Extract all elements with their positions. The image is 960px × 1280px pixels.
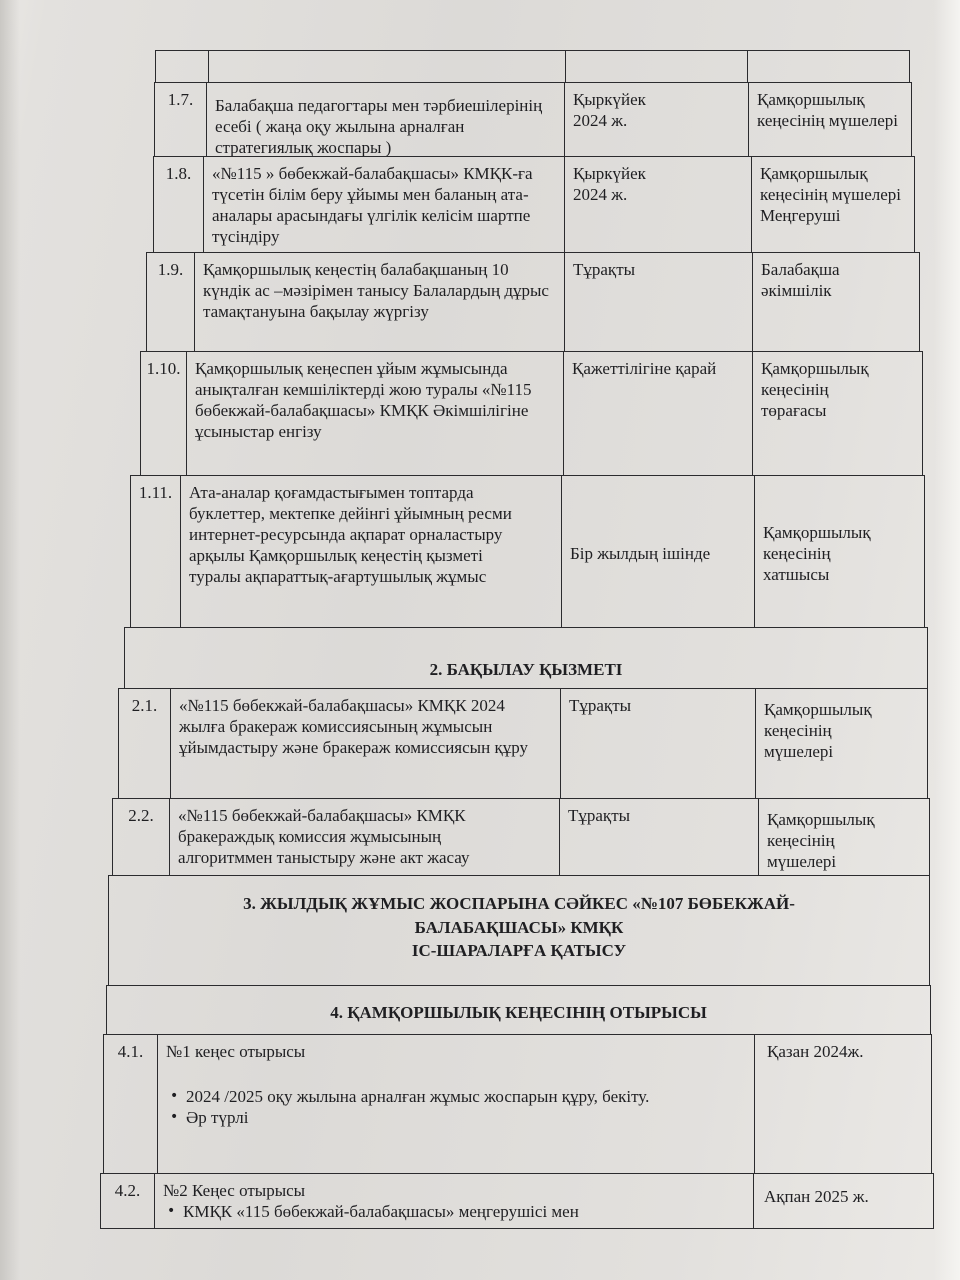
table-row-1-10 [140, 351, 923, 476]
responsible-text: Қамқоршылық кеңесінің мүшелері [757, 90, 899, 130]
meeting-date: Қазан 2024ж. [767, 1042, 864, 1061]
section-title-line-2: БАЛАБАҚШАСЫ» КМҚК [414, 918, 624, 937]
section-title: 2. БАҚЫЛАУ ҚЫЗМЕТІ [429, 660, 623, 679]
responsible-text: Қамқоршылық кеңесінің төрағасы [761, 359, 869, 420]
row-number: 1.11. [131, 476, 181, 627]
section-title-line-1: 3. ЖЫЛДЫҚ ЖҰМЫС ЖОСПАРЫНА СӘЙКЕС «№107 БӨБЕКЖАЙ- [243, 894, 795, 913]
responsible-text: Қамқоршылық кеңесінің мүшелері [767, 810, 875, 871]
responsible-text: Балабақша әкімшілік [761, 260, 840, 300]
responsible-text: Қамқоршылық кеңесінің мүшелері [764, 700, 872, 761]
table-row-1-11 [130, 475, 925, 628]
deadline-text: Тұрақты [560, 799, 759, 875]
agenda-list [166, 1086, 704, 1128]
agenda-item: • КМҚК «115 бөбекжай-балабақшасы» меңгерушісі мен [163, 1201, 747, 1222]
deadline-text: Тұрақты [561, 689, 756, 798]
row-number: 4.1. [104, 1035, 158, 1173]
meeting-title: №1 кеңес отырысы [166, 1042, 306, 1061]
table-row-2-2 [112, 798, 930, 876]
row-number: 1.9. [147, 253, 195, 351]
row-number: 1.7. [155, 83, 207, 156]
row-number: 2.1. [119, 689, 171, 798]
activity-text: Қамқоршылық кеңестің балабақшаның 10 күндік ас –мәзірімен танысу Балалардың дұрыс тамақтануына бақылау жүргізу [195, 253, 565, 351]
section-title: 4. ҚАМҚОРШЫЛЫҚ КЕҢЕСІНІҢ ОТЫРЫСЫ [330, 1003, 707, 1022]
meeting-content [158, 1035, 755, 1173]
row-number: 1.8. [154, 157, 204, 252]
deadline-text [562, 476, 755, 627]
agenda-item: • 2024 /2025 оқу жылына арналған жұмыс жоспарын құру, бекіту. [166, 1086, 674, 1107]
section-header-4 [106, 985, 931, 1035]
meeting-date: Ақпан 2025 ж. [764, 1187, 869, 1206]
deadline-text: Қыркүйек 2024 ж. [565, 157, 752, 252]
table-row-1-7 [154, 82, 912, 157]
meeting-title: №2 Кеңес отырысы [163, 1181, 306, 1200]
table-row-empty-top [155, 50, 910, 83]
activity-text: «№115 бөбекжай-балабақшасы» КМҚК 2024 жылға бракераж комиссиясының жұмысын ұйымдастыру және бракераж комиссиясын құру [171, 689, 561, 798]
activity-text: «№115 » бөбекжай-балабақшасы» КМҚК-ға түсетін білім беру ұйымы мен баланың ата-аналары арасындағы үлгілік келісім шартпе түсіндіру [204, 157, 565, 252]
table-row-1-9 [146, 252, 920, 352]
activity-text: «№115 бөбекжай-балабақшасы» КМҚК бракераждық комиссия жұмысының алгоритммен таныстыру және акт жасау [170, 799, 560, 875]
deadline-label: Бір жылдың ішінде [570, 544, 711, 563]
row-number: 4.2. [101, 1174, 155, 1228]
table-row-4-2 [100, 1173, 934, 1229]
section-header-3 [108, 875, 930, 986]
agenda-item: • Әр түрлі [166, 1107, 674, 1128]
responsible-text: Қамқоршылық кеңесінің мүшелері Меңгеруші [760, 164, 902, 225]
deadline-text: Қажеттілігіне қарай [564, 352, 753, 475]
section-header-2 [124, 627, 928, 689]
responsible-text [755, 476, 924, 627]
deadline-text: Қыркүйек 2024 ж. [565, 83, 749, 156]
section-title-line-3: ІС-ШАРАЛАРҒА ҚАТЫСУ [411, 941, 627, 960]
table-row-2-1 [118, 688, 928, 799]
row-number: 2.2. [113, 799, 170, 875]
deadline-text: Тұрақты [565, 253, 753, 351]
row-number: 1.10. [141, 352, 187, 475]
page-shadow-right [934, 0, 960, 1280]
meeting-content [155, 1174, 754, 1228]
table-row-1-8 [153, 156, 915, 253]
table-row-4-1 [103, 1034, 932, 1174]
agenda-list [163, 1201, 747, 1222]
activity-text: Ата-аналар қоғамдастығымен топтарда буклеттер, мектепке дейінгі ұйымның ресми интернет-ресурсында ақпарат орналастыру арқылы Қамқоршылық кеңестің қызметі туралы ақпараттық-ағартушылық жұмыс [181, 476, 562, 627]
activity-text: Қамқоршылық кеңеспен ұйым жұмысында анықталған кемшіліктерді жою туралы «№115 бөбекжай-балабақшасы» КМҚК Әкімшілігіне ұсыныстар енгізу [187, 352, 564, 475]
activity-text: Балабақша педагогтары мен тәрбиешілерінің есебі ( жаңа оқу жылына арналған стратегиялық жоспары ) [207, 83, 565, 156]
responsible-label: Қамқоршылық кеңесінің хатшысы [763, 523, 871, 584]
page-shadow-left [0, 0, 20, 1280]
